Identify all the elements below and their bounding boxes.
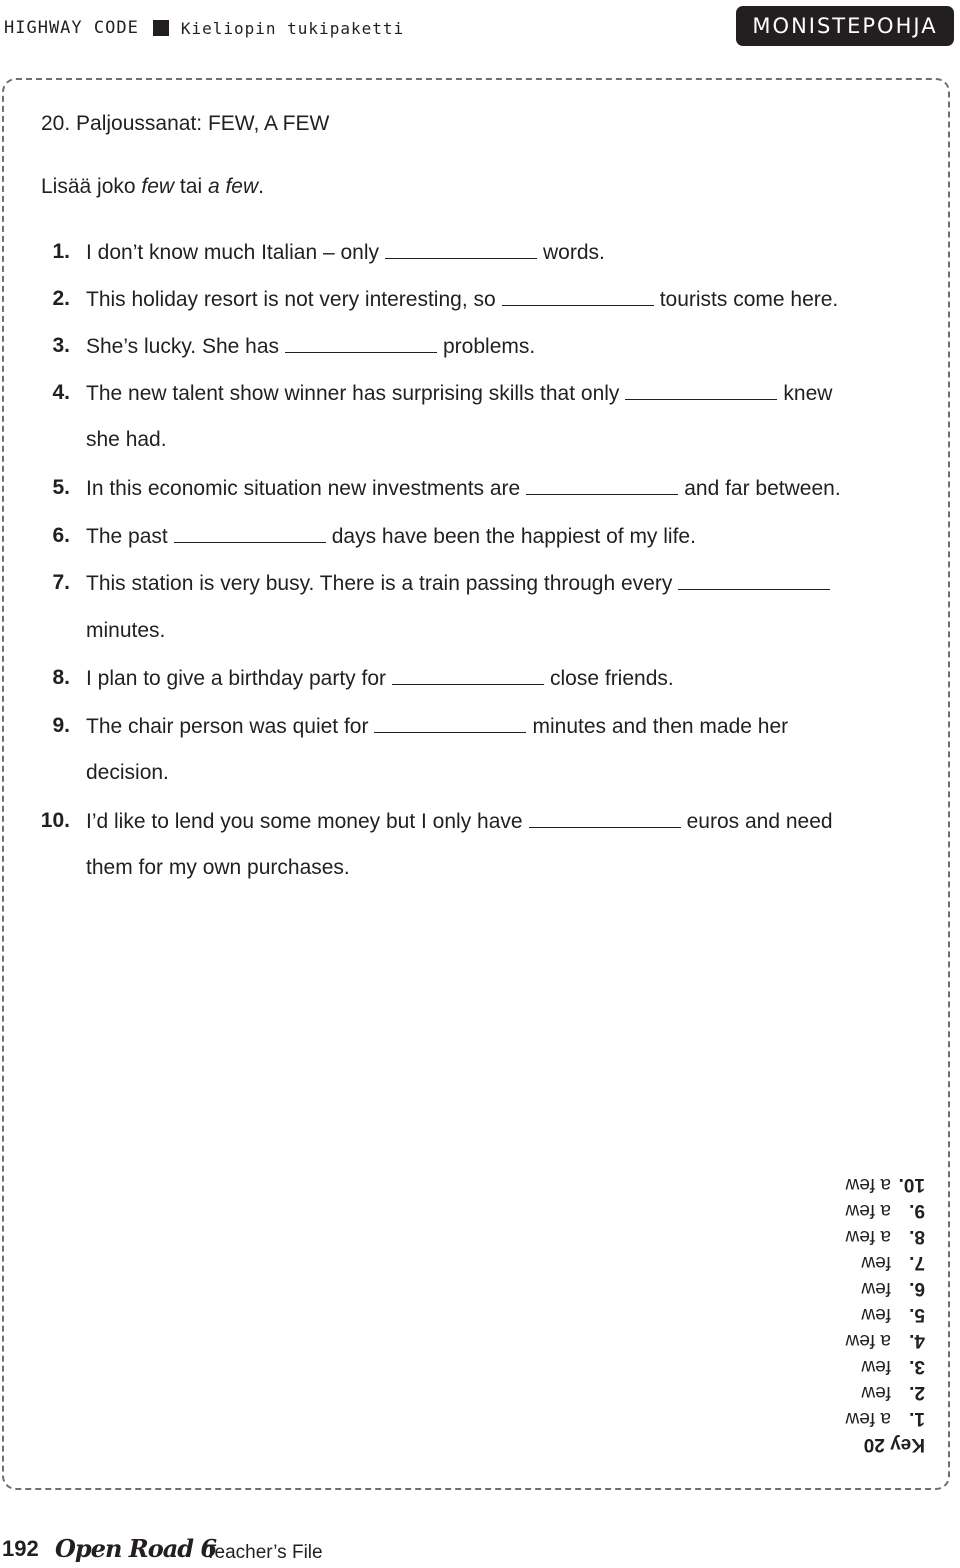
item-text-before: I don’t know much Italian – only bbox=[86, 241, 379, 264]
answer-blank[interactable] bbox=[285, 334, 437, 353]
item-line bbox=[86, 334, 535, 359]
instruction-mid: tai bbox=[174, 175, 208, 198]
answer-key-row bbox=[815, 1301, 925, 1327]
answer-key bbox=[815, 1165, 925, 1455]
item-text-before: This station is very busy. There is a train passing through every bbox=[86, 572, 673, 595]
answer-key-row bbox=[815, 1171, 925, 1197]
item-text-before: She’s lucky. She has bbox=[86, 335, 279, 358]
answer-key-number: 1. bbox=[909, 1408, 925, 1429]
item-text-after: tourists come here. bbox=[659, 288, 839, 311]
item-text-after: and far between. bbox=[684, 477, 841, 500]
item-text-before: The new talent show winner has surprising skills that only bbox=[86, 382, 620, 405]
answer-key-number: 3. bbox=[909, 1356, 925, 1377]
answer-key-row bbox=[815, 1249, 925, 1275]
item-text-after: words. bbox=[543, 241, 605, 264]
answer-key-row bbox=[815, 1379, 925, 1405]
answer-blank[interactable] bbox=[385, 240, 537, 259]
brand-subtitle: Kieliopin tukipaketti bbox=[180, 18, 405, 38]
page-header bbox=[0, 0, 960, 60]
answer-key-text: a few bbox=[845, 1226, 891, 1247]
page-number: 192 bbox=[2, 1536, 39, 1561]
item-continuation: them for my own purchases. bbox=[86, 856, 350, 879]
item-number: 7. bbox=[52, 571, 70, 594]
answer-key-row bbox=[815, 1405, 925, 1431]
answer-key-number: 6. bbox=[909, 1278, 925, 1299]
instruction-end: . bbox=[258, 175, 264, 198]
answer-blank[interactable] bbox=[502, 287, 654, 306]
answer-blank[interactable] bbox=[529, 809, 681, 828]
answer-key-text: a few bbox=[845, 1330, 891, 1351]
item-text-after: problems. bbox=[443, 335, 536, 358]
worksheet-badge: MONISTEPOHJA bbox=[736, 6, 954, 46]
instruction-few: few bbox=[141, 175, 175, 198]
item-text-after: minutes and then made her bbox=[532, 715, 789, 738]
answer-key-number: 4. bbox=[909, 1330, 925, 1351]
item-text-before: I plan to give a birthday party for bbox=[86, 667, 386, 690]
answer-key-number: 10. bbox=[898, 1174, 925, 1195]
answer-blank[interactable] bbox=[526, 476, 678, 495]
answer-blank[interactable] bbox=[392, 666, 544, 685]
item-number: 2. bbox=[52, 287, 70, 310]
answer-key-number: 5. bbox=[909, 1304, 925, 1325]
item-text-before: This holiday resort is not very interesting, so bbox=[86, 288, 496, 311]
answer-key-text: a few bbox=[845, 1200, 891, 1221]
item-number: 1. bbox=[52, 240, 70, 263]
item-continuation: she had. bbox=[86, 428, 167, 451]
item-text-before: In this economic situation new investments are bbox=[86, 477, 521, 500]
square-bullet-icon bbox=[153, 20, 169, 36]
item-line bbox=[86, 524, 696, 549]
answer-key-text: a few bbox=[845, 1174, 891, 1195]
item-text-after: days have been the happiest of my life. bbox=[331, 525, 696, 548]
instruction bbox=[41, 175, 264, 199]
answer-key-title: Key 20 bbox=[863, 1434, 925, 1455]
answer-blank[interactable] bbox=[174, 524, 326, 543]
exercise-title: 20. Paljoussanat: FEW, A FEW bbox=[41, 112, 330, 135]
brand-title: HIGHWAY CODE bbox=[4, 18, 139, 38]
item-number: 3. bbox=[52, 334, 70, 357]
instruction-afew: a few bbox=[207, 175, 259, 198]
item-number: 8. bbox=[52, 666, 70, 689]
answer-key-text: few bbox=[861, 1382, 891, 1403]
answer-blank[interactable] bbox=[374, 714, 526, 733]
answer-key-row bbox=[815, 1327, 925, 1353]
item-number: 4. bbox=[52, 381, 70, 404]
answer-blank[interactable] bbox=[625, 381, 777, 400]
item-text-after: close friends. bbox=[550, 667, 674, 690]
item-text-before: I’d like to lend you some money but I only have bbox=[86, 810, 523, 833]
item-number: 9. bbox=[52, 714, 70, 737]
item-number: 10. bbox=[40, 809, 70, 832]
answer-key-row bbox=[815, 1223, 925, 1249]
answer-key-text: few bbox=[861, 1356, 891, 1377]
answer-key-text: few bbox=[861, 1304, 891, 1325]
item-line bbox=[86, 809, 833, 834]
item-continuation: decision. bbox=[86, 761, 169, 784]
instruction-prefix: Lisää joko bbox=[41, 175, 142, 198]
item-text-after: knew bbox=[783, 382, 833, 405]
answer-key-number: 2. bbox=[909, 1382, 925, 1403]
brand bbox=[4, 18, 404, 38]
item-line bbox=[86, 714, 788, 739]
item-number: 5. bbox=[52, 476, 70, 499]
answer-key-number: 7. bbox=[909, 1252, 925, 1273]
item-line bbox=[86, 666, 674, 691]
answer-key-list bbox=[815, 1171, 925, 1431]
answer-blank[interactable] bbox=[678, 571, 830, 590]
answer-key-row bbox=[815, 1353, 925, 1379]
item-number: 6. bbox=[52, 524, 70, 547]
item-line bbox=[86, 240, 605, 265]
answer-key-row bbox=[815, 1275, 925, 1301]
answer-key-number: 9. bbox=[909, 1200, 925, 1221]
item-text-before: The past bbox=[86, 525, 168, 548]
page-footer bbox=[0, 1532, 960, 1568]
item-continuation: minutes. bbox=[86, 619, 166, 642]
book-subtitle: Teacher’s File bbox=[205, 1542, 323, 1563]
item-line bbox=[86, 287, 838, 312]
answer-key-number: 8. bbox=[909, 1226, 925, 1247]
item-line bbox=[86, 476, 841, 501]
answer-key-row bbox=[815, 1197, 925, 1223]
item-text-before: The chair person was quiet for bbox=[86, 715, 369, 738]
answer-key-text: few bbox=[861, 1252, 891, 1273]
item-text-after: euros and need bbox=[686, 810, 833, 833]
answer-key-text: a few bbox=[845, 1408, 891, 1429]
item-line bbox=[86, 571, 836, 596]
answer-key-text: few bbox=[861, 1278, 891, 1299]
item-line bbox=[86, 381, 832, 406]
book-logo: Open Road 6 bbox=[55, 1534, 217, 1563]
